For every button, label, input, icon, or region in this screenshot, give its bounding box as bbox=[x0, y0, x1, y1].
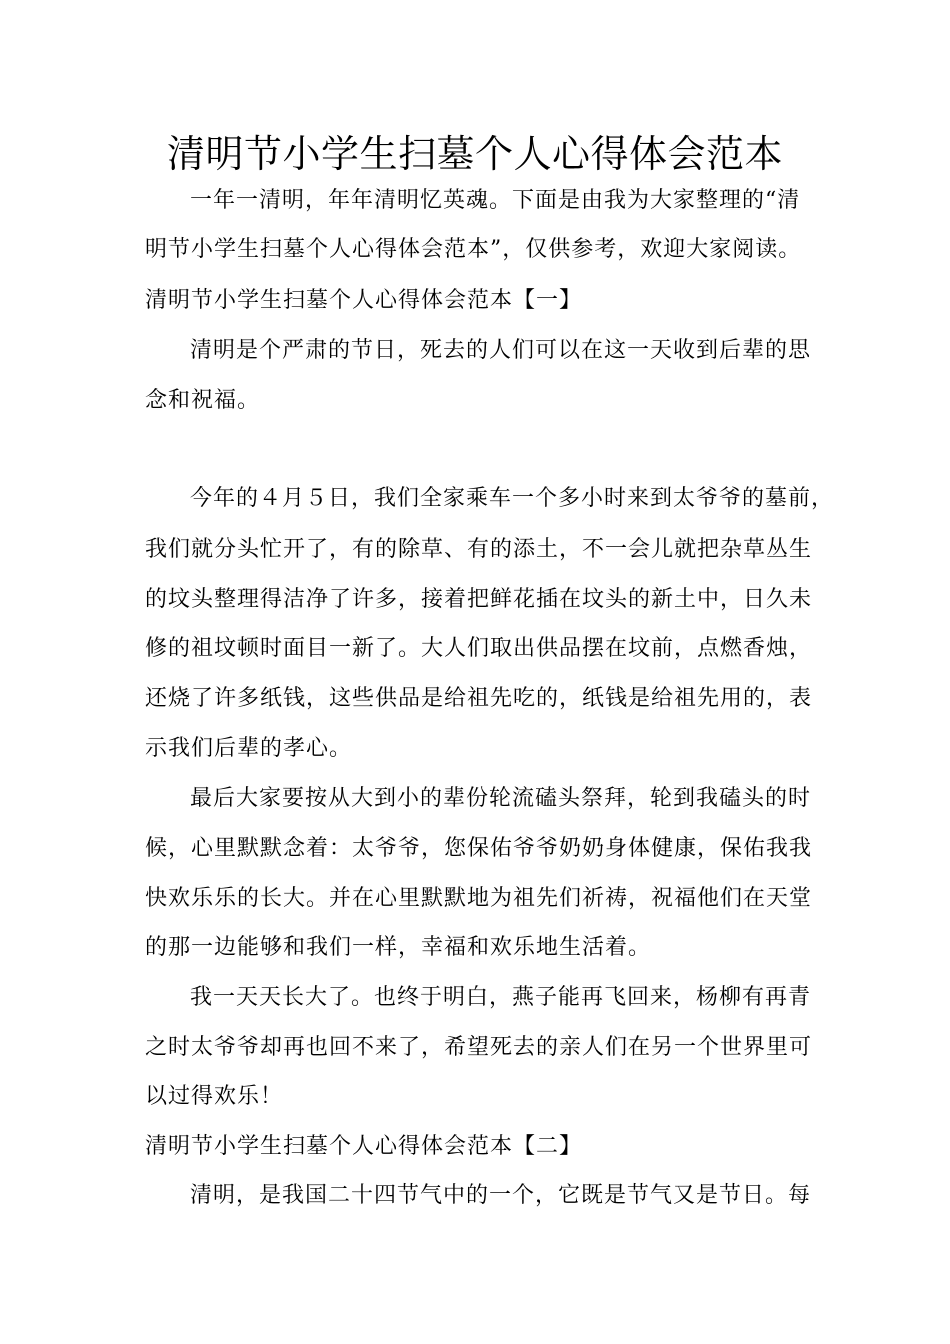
paragraph-line: 念和祝福。 bbox=[145, 388, 261, 413]
intro-line-1: 一年一清明，年年清明忆英魂。下面是由我为大家整理的“清 bbox=[190, 188, 801, 213]
paragraph-line: 最后大家要按从大到小的辈份轮流磕头祭拜，轮到我磕头的时 bbox=[190, 786, 812, 811]
paragraph-line: 之时太爷爷却再也回不来了，希望死去的亲人们在另一个世界里可 bbox=[145, 1035, 813, 1060]
paragraph-line: 修的祖坟顿时面目一新了。大人们取出供品摆在坟前，点燃香烛， bbox=[145, 636, 813, 661]
paragraph-line: 清明是个严肃的节日，死去的人们可以在这一天收到后辈的思 bbox=[190, 338, 812, 363]
paragraph-line: 我一天天长大了。也终于明白，燕子能再飞回来，杨柳有再青 bbox=[190, 985, 812, 1010]
paragraph-line: 候，心里默默念着：太爷爷，您保佑爷爷奶奶身体健康，保佑我我 bbox=[145, 836, 813, 861]
section-heading-1: 清明节小学生扫墓个人心得体会范本【一】 bbox=[145, 288, 583, 313]
intro-line-2: 明节小学生扫墓个人心得体会范本”，仅供参考，欢迎大家阅读。 bbox=[145, 237, 802, 262]
paragraph-line: 还烧了许多纸钱，这些供品是给祖先吃的，纸钱是给祖先用的，表 bbox=[145, 686, 813, 711]
document-title: 清明节小学生扫墓个人心得体会范本 bbox=[166, 132, 783, 176]
paragraph-line: 我们就分头忙开了，有的除草、有的添土，不一会儿就把杂草丛生 bbox=[145, 537, 813, 562]
paragraph-line: 清明，是我国二十四节气中的一个，它既是节气又是节日。每 bbox=[190, 1183, 812, 1208]
paragraph-line: 快欢乐乐的长大。并在心里默默地为祖先们祈祷，祝福他们在天堂 bbox=[145, 886, 813, 911]
paragraph-line: 的那一边能够和我们一样，幸福和欢乐地生活着。 bbox=[145, 935, 652, 960]
paragraph-line: 今年的４月５日，我们全家乘车一个多小时来到太爷爷的墓前， bbox=[190, 486, 835, 511]
paragraph-line: 以过得欢乐！ bbox=[145, 1084, 284, 1109]
section-heading-2: 清明节小学生扫墓个人心得体会范本【二】 bbox=[145, 1134, 583, 1159]
paragraph-line: 示我们后辈的孝心。 bbox=[145, 736, 353, 761]
paragraph-line: 的坟头整理得洁净了许多，接着把鲜花插在坟头的新土中，日久未 bbox=[145, 587, 813, 612]
